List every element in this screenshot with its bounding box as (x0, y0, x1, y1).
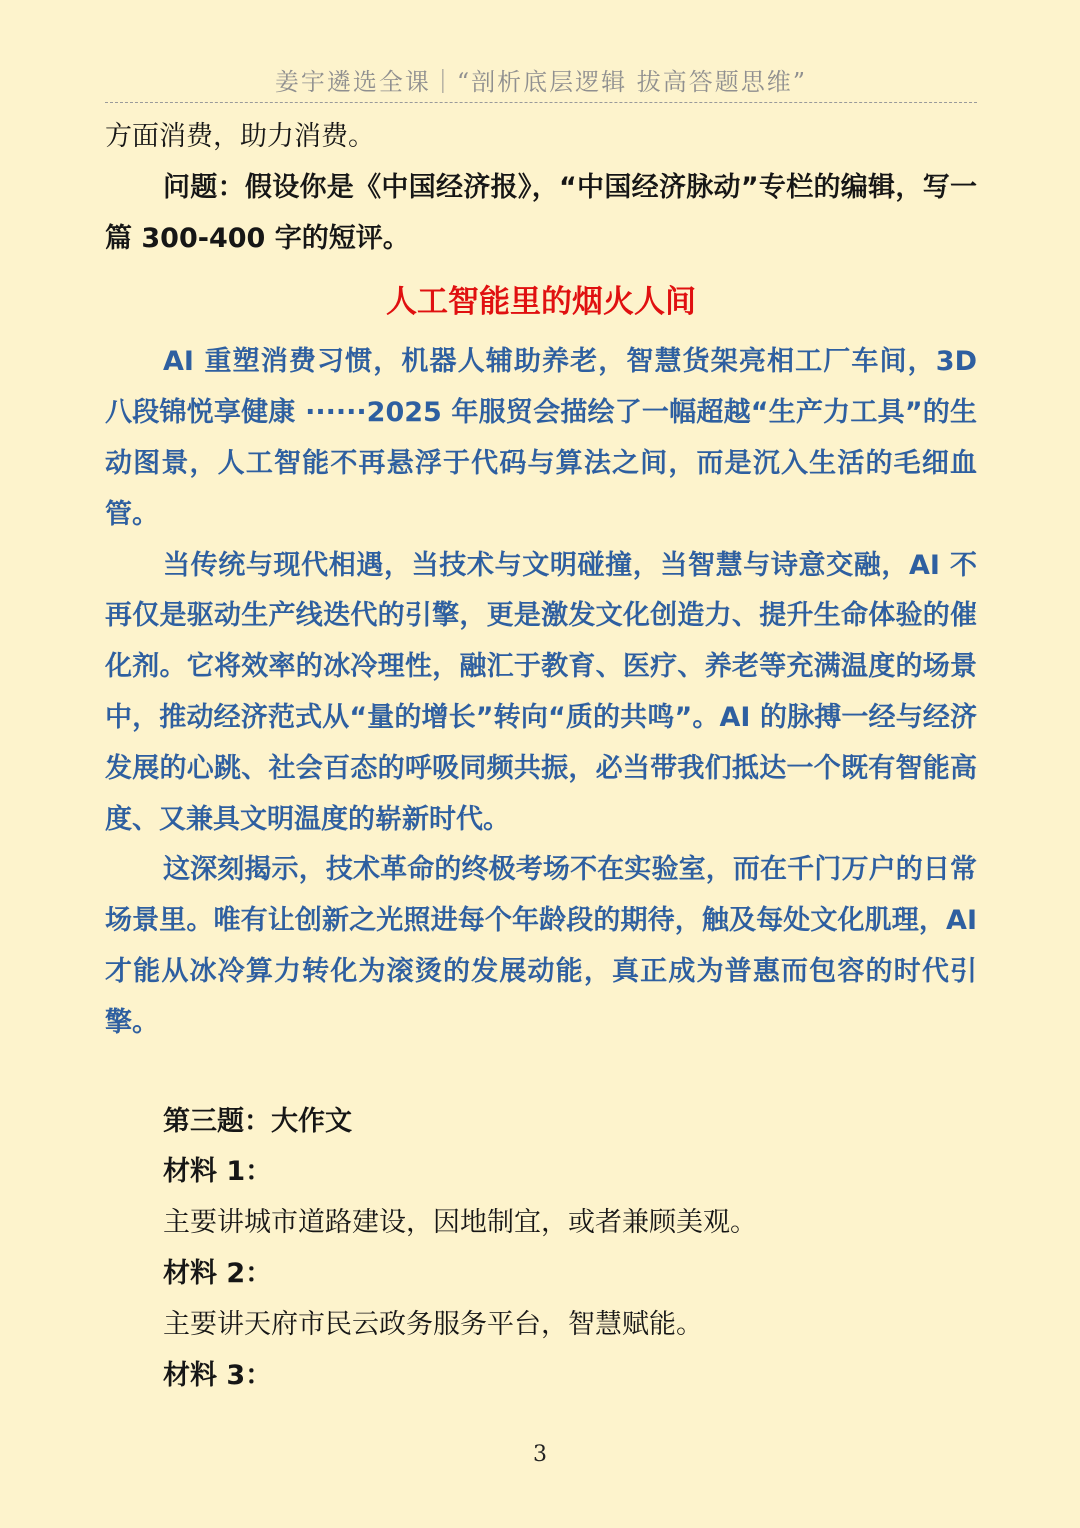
page-header: 姜宇遴选全课｜“剖析底层逻辑 拔高答题思维” (274, 68, 808, 96)
material-2-text: 主要讲天府市民云政务服务平台，智慧赋能。 (163, 1308, 703, 1340)
material-1-label: 材料 1： (163, 1156, 273, 1188)
question-text: 问题：假设你是《中国经济报》，“中国经济脉动”专栏的编辑，写一篇 300-400 字的短评。 (105, 171, 977, 254)
essay-paragraph-3: 这深刻揭示，技术革命的终极考场不在实验室，而在千门万户的日常场景里。唯有让创新之光照进每个年龄段的期待，触及每处文化肌理，AI 才能从冰冷算力转化为滚烫的发展动能，真正成为普惠而包容的时代引擎。 (105, 854, 977, 1038)
page-number: 3 (533, 1442, 547, 1467)
intro-line: 方面消费，助力消费。 (105, 121, 375, 152)
document-body (105, 112, 977, 1401)
section3-heading: 第三题：大作文 (163, 1105, 352, 1137)
material-1-text: 主要讲城市道路建设，因地制宜，或者兼顾美观。 (163, 1207, 757, 1239)
section-gap (105, 1049, 977, 1097)
material-3-label: 材料 3： (163, 1359, 273, 1391)
header-divider (105, 102, 977, 103)
essay-paragraph-2: 当传统与现代相遇，当技术与文明碰撞，当智慧与诗意交融，AI 不再仅是驱动生产线迭代的引擎，更是激发文化创造力、提升生命体验的催化剂。它将效率的冰冷理性，融汇于教育、医疗、养老等充满温度的场景中，推动经济范式从“量的增长”转向“质的共鸣”。AI 的脉搏一经与经济发展的心跳、社会百态的呼吸同频共振，必当带我们抵达一个既有智能高度、又兼具文明温度的崭新时代。 (105, 549, 977, 835)
essay-paragraph-1: AI 重塑消费习惯，机器人辅助养老，智慧货架亮相工厂车间，3D 八段锦悦享健康 ······2025 年服贸会描绘了一幅超越“生产力工具”的生动图景，人工智能不再悬浮于代码与算法之间，而是沉入生活的毛细血管。 (105, 346, 977, 530)
material-2-label: 材料 2： (163, 1257, 273, 1289)
essay-title: 人工智能里的烟火人间 (386, 284, 696, 321)
